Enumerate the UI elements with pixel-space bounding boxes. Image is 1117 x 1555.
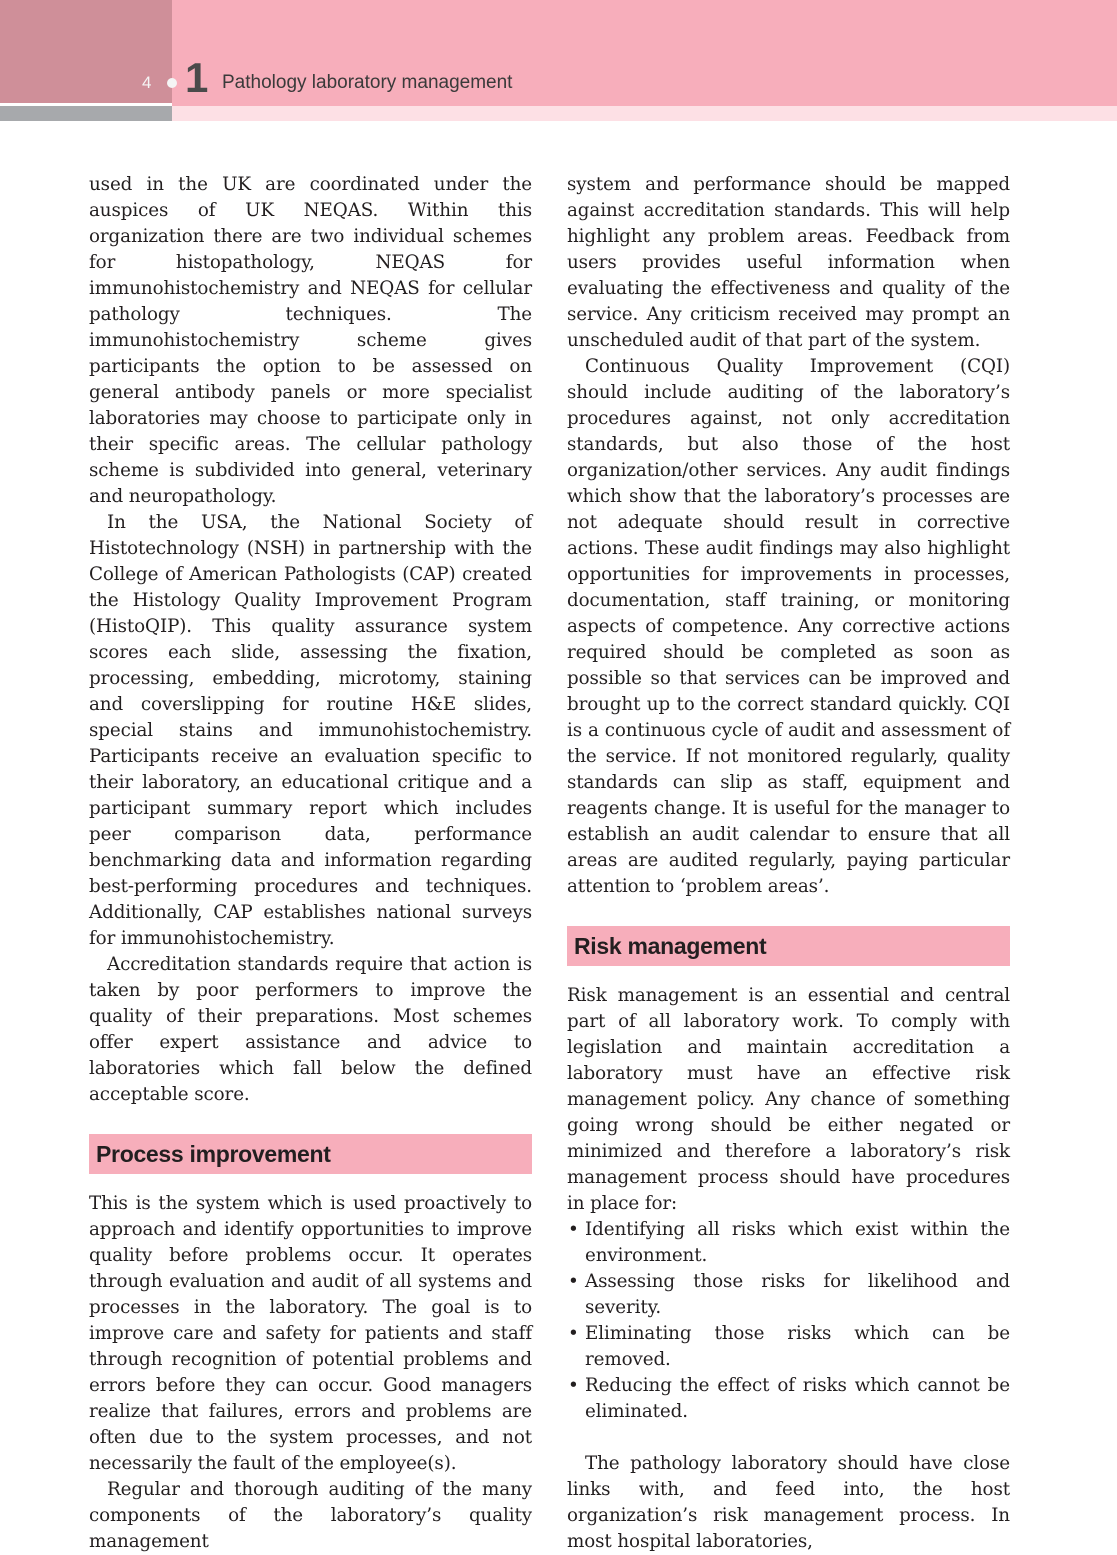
- list-item: [567, 1217, 1010, 1269]
- risk-process-list: [567, 1217, 1010, 1425]
- list-item-text: Reducing the effect of risks which cannot be eliminated.: [585, 1375, 1010, 1422]
- running-head: [0, 54, 1117, 106]
- body-paragraph: Regular and thorough auditing of the many components of the laboratory’s quality management: [89, 1479, 532, 1552]
- bullet-icon: •: [568, 1271, 579, 1292]
- page-number: 4: [142, 73, 152, 92]
- bullet-icon: •: [568, 1375, 579, 1396]
- body-paragraph: The pathology laboratory should have close links with, and feed into, the host organization’s risk management process. In most hospital laboratories,: [567, 1453, 1010, 1552]
- chapter-number: 1: [185, 54, 209, 101]
- section-heading-process-improvement: Process improvement: [89, 1134, 532, 1174]
- bullet-dot-icon: [167, 78, 177, 88]
- bullet-icon: •: [568, 1323, 579, 1344]
- list-item: [567, 1373, 1010, 1425]
- paragraph-spacer: [567, 1425, 1010, 1451]
- body-paragraph: Accreditation standards require that action is taken by poor performers to improve the quality of their preparations. Most schemes offer expert assistance and advice to laboratories which fall below the defined acceptable score.: [89, 954, 532, 1105]
- right-column: [567, 172, 1010, 1555]
- list-item-text: Eliminating those risks which can be removed.: [585, 1323, 1010, 1370]
- body-paragraph: Risk management is an essential and central part of all laboratory work. To comply with legislation and maintain accreditation a laboratory must have an effective risk management policy. Any chance of something going wrong should be either negated or minimized and therefore a laboratory’s risk management process should have procedures in place for:: [567, 985, 1010, 1214]
- left-column: [89, 172, 532, 1555]
- chapter-title: Pathology laboratory management: [222, 72, 513, 93]
- body-paragraph: In the USA, the National Society of Histotechnology (NSH) in partnership with the College of American Pathologists (CAP) created the Histology Quality Improvement Program (HistoQIP). This quality assurance system scores each slide, assessing the fixation, processing, embedding, microtomy, staining and coverslipping for routine H&E slides, special stains and immunohistochemistry. Participants receive an evaluation specific to their laboratory, an educational critique and a participant summary report which includes peer comparison data, performance benchmarking data and information regarding best-performing procedures and techniques. Additionally, CAP establishes national surveys for immunohistochemistry.: [89, 512, 532, 949]
- body-paragraph: This is the system which is used proactively to approach and identify opportunities to improve quality before problems occur. It operates through evaluation and audit of all systems and processes in the laboratory. The goal is to improve care and safety for patients and staff through recognition of potential problems and errors before they can occur. Good managers realize that failures, errors and problems are often due to the system processes, and not necessarily the fault of the employee(s).: [89, 1193, 532, 1474]
- list-item-text: Identifying all risks which exist within the environment.: [585, 1219, 1010, 1266]
- section-heading-risk-management: Risk management: [567, 926, 1010, 966]
- list-item-text: Assessing those risks for likelihood and severity.: [585, 1271, 1010, 1318]
- body-paragraph: used in the UK are coordinated under the auspices of UK NEQAS. Within this organization there are two individual schemes for histopathology, NEQAS for immunohistochemistry and NEQAS for cellular pathology techniques. The immunohistochemistry scheme gives participants the option to be assessed on general antibody panels or more specialist laboratories may choose to participate only in their specific areas. The cellular pathology scheme is subdivided into general, veterinary and neuropathology.: [89, 174, 532, 507]
- header-strip-grey: [0, 106, 172, 121]
- body-paragraph: Continuous Quality Improvement (CQI) should include auditing of the laboratory’s procedures against, not only accreditation standards, but also those of the host organization/other services. Any audit findings which show that the laboratory’s processes are not adequate should result in corrective actions. These audit findings may also highlight opportunities for improvements in processes, documentation, staff training, or monitoring aspects of competence. Any corrective actions required should be completed as soon as possible so that services can be improved and brought up to the correct standard quickly. CQI is a continuous cycle of audit and assessment of the service. If not monitored regularly, quality standards can slip as staff, equipment and reagents change. It is useful for the manager to establish an audit calendar to ensure that all areas are audited regularly, paying particular attention to ‘problem areas’.: [567, 356, 1010, 897]
- bullet-icon: •: [568, 1219, 579, 1240]
- list-item: [567, 1321, 1010, 1373]
- body-paragraph: system and performance should be mapped against accreditation standards. This will help highlight any problem areas. Feedback from users provides useful information when evaluating the effectiveness and quality of the service. Any criticism received may prompt an unscheduled audit of that part of the system.: [567, 174, 1010, 351]
- header-strip-light: [172, 106, 1117, 121]
- list-item: [567, 1269, 1010, 1321]
